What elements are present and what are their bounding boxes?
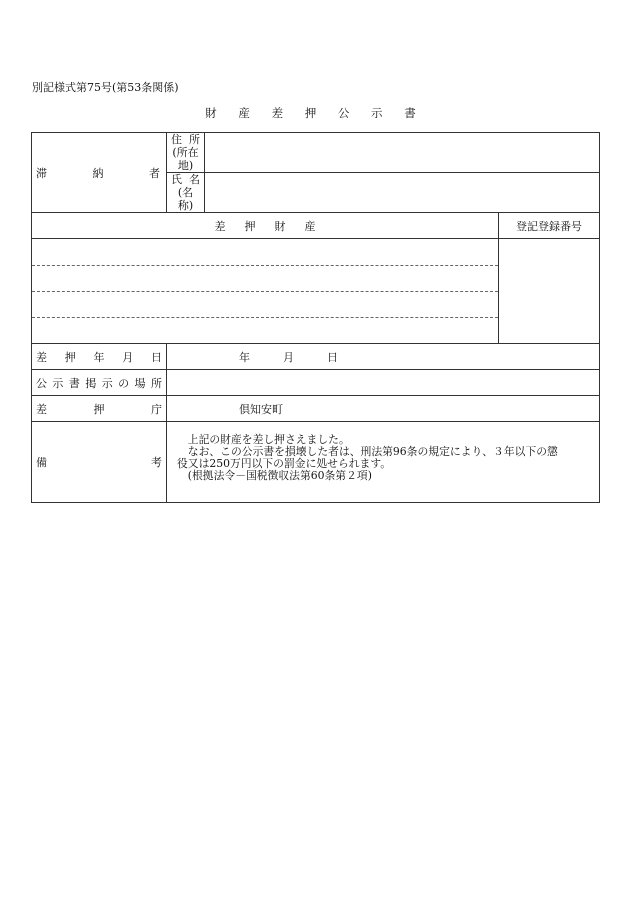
- seizing-office-label-char: 庁: [151, 402, 162, 416]
- seizure-date-field[interactable]: [167, 344, 600, 370]
- posting-place-label-char: 公: [36, 376, 47, 390]
- seizure-date-label-char: 差: [36, 350, 47, 364]
- month-unit: 月: [283, 350, 294, 364]
- seizing-office-label-char: 押: [93, 402, 105, 416]
- dotted-rule: [32, 291, 498, 292]
- posting-place-label: [32, 370, 167, 396]
- document-title: 財 産 差 押 公 示 書: [205, 106, 425, 120]
- dotted-rule: [32, 265, 498, 266]
- seizure-date-label-char: 年: [93, 350, 105, 364]
- seizing-office-field[interactable]: [167, 396, 600, 422]
- posting-place-label-char: 掲: [85, 376, 97, 390]
- remarks-label: [32, 422, 167, 503]
- name-label: [167, 173, 205, 213]
- seized-property-header: [32, 213, 499, 239]
- taxpayer-label-char: 滞: [36, 166, 47, 180]
- address-sub-label: (所在地): [172, 146, 199, 172]
- address-value-field[interactable]: [205, 133, 600, 173]
- remarks-line: 役又は250万円以下の罰金に処せられます。: [177, 457, 392, 470]
- seized-property-header-text: 差押財産: [214, 219, 335, 233]
- posting-place-label-char: 示: [101, 376, 113, 390]
- seizure-notice-table: [31, 132, 600, 503]
- posting-place-label-char: 所: [150, 376, 162, 390]
- seizure-date-label-char: 月: [122, 350, 134, 364]
- form-reference: 別記様式第75号(第53条関係): [32, 81, 179, 94]
- name-sub-label: (名 称): [177, 186, 205, 212]
- remarks-label-char: 備: [36, 456, 47, 469]
- posting-place-label-char: 示: [52, 376, 64, 390]
- remarks-line: 上記の財産を差し押さえました。: [187, 433, 350, 446]
- seizure-date-label-char: 日: [151, 350, 162, 364]
- registration-number-field[interactable]: [499, 239, 600, 344]
- seizure-date-label: [32, 344, 167, 370]
- name-value-field[interactable]: [205, 173, 600, 213]
- remarks-field: [167, 422, 600, 503]
- address-label-char: 所: [189, 133, 200, 146]
- taxpayer-label-char: 者: [149, 166, 160, 180]
- registration-number-header: 登記登録番号: [499, 213, 600, 239]
- posting-place-field[interactable]: [167, 370, 600, 396]
- taxpayer-label-char: 納: [92, 166, 104, 180]
- taxpayer-label: [32, 133, 167, 213]
- seizing-office-label-char: 差: [36, 402, 47, 416]
- name-label-char: 名: [189, 173, 200, 186]
- seizure-date-label-char: 押: [64, 350, 76, 364]
- day-unit: 日: [327, 350, 338, 364]
- seizing-office-label: [32, 396, 167, 422]
- dotted-rule: [32, 317, 498, 318]
- posting-place-label-char: 場: [134, 376, 146, 390]
- seized-property-entry-area[interactable]: [32, 239, 499, 344]
- seizing-office-value: 倶知安町: [239, 402, 283, 416]
- remarks-legal-basis: (根拠法令－国税徴収法第60条第２項): [187, 469, 372, 482]
- address-label: [167, 133, 205, 173]
- posting-place-label-char: の: [118, 376, 130, 390]
- name-label-char: 氏: [171, 173, 182, 186]
- address-label-char: 住: [171, 133, 182, 146]
- posting-place-label-char: 書: [68, 376, 80, 390]
- remarks-line: なお、この公示書を損壊した者は、刑法第96条の規定により、３年以下の懲: [187, 445, 558, 458]
- remarks-label-char: 考: [151, 456, 162, 469]
- year-unit: 年: [239, 350, 250, 364]
